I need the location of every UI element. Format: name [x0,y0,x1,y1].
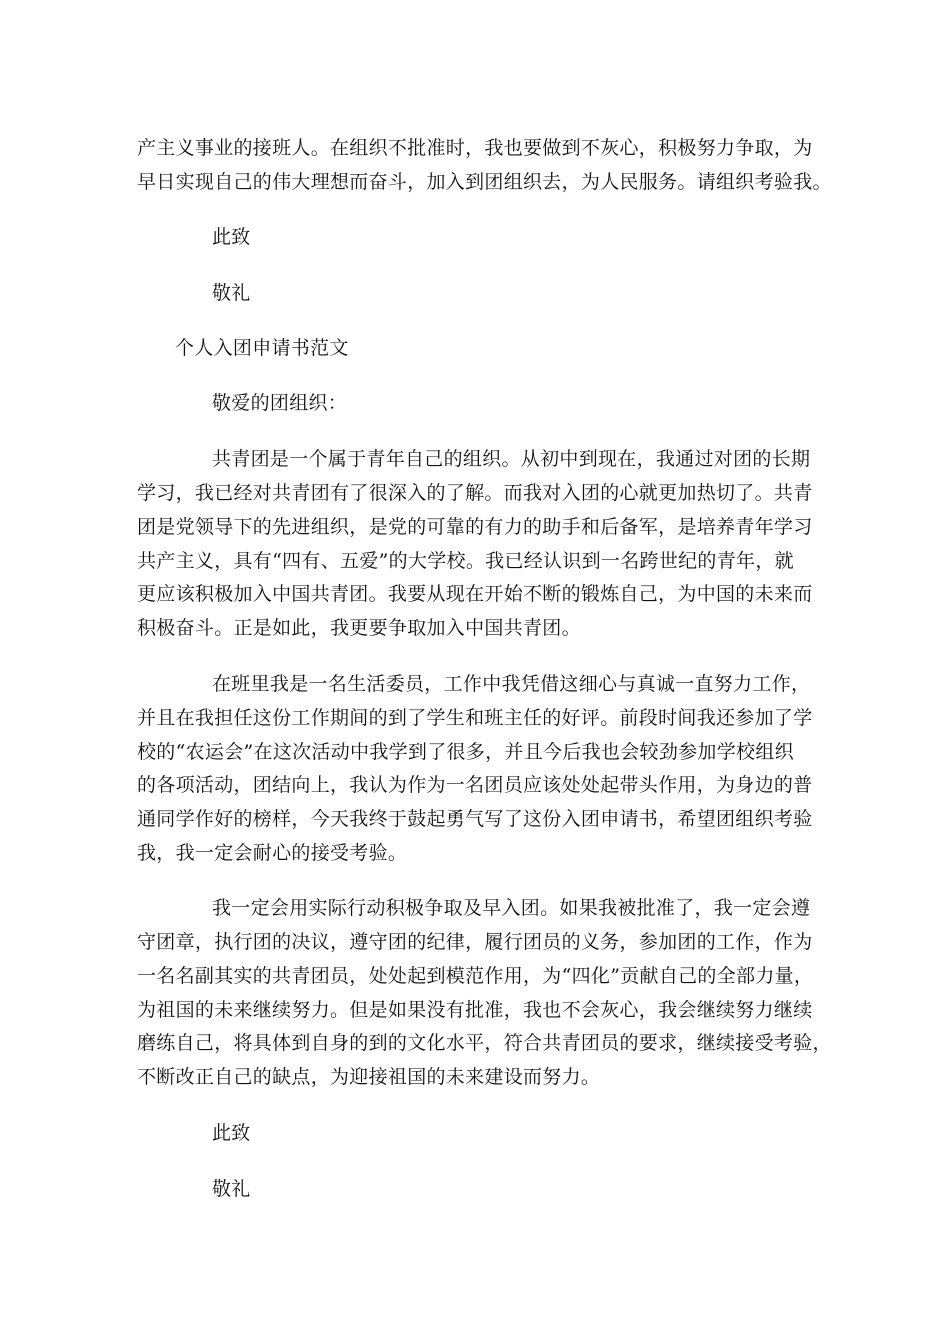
paragraph-4-line-3: 一名名副其实的共青团员，处处起到模范作用，为“四化”贡献自己的全部力量， [137,965,814,987]
paragraph-3-line-3: 校的“农运会”在这次活动中我学到了很多，并且今后我也会较劲参加学校组织 [137,741,794,763]
paragraph-2-line-3: 团是党领导下的先进组织，是党的可靠的有力的助手和后备军，是培养青年学习 [137,516,813,538]
closing-cizhi-2: 此致 [212,1122,251,1144]
paragraph-2-line-1: 共青团是一个属于青年自己的组织。从初中到现在，我通过对团的长期 [212,448,811,470]
paragraph-2-line-4: 共产主义，具有“四有、五爱”的大学校。我已经认识到一名跨世纪的青年，就 [137,550,794,572]
closing-jingli: 敬礼 [212,282,251,304]
paragraph-3-line-5: 通同学作好的榜样，今天我终于鼓起勇气写了这份入团申请书，希望团组织考验 [137,808,813,830]
paragraph-3-line-4: 的各项活动，团结向上，我认为作为一名团员应该处处起带头作用，为身边的普 [137,774,813,796]
closing-jingli-2: 敬礼 [212,1178,251,1200]
paragraph-4-line-1: 我一定会用实际行动积极争取及早入团。如果我被批准了，我一定会遵 [212,897,811,919]
paragraph-2-line-5: 更应该积极加入中国共青团。我要从现在开始不断的锻炼自己，为中国的未来而 [137,583,813,605]
paragraph-3-line-1: 在班里我是一名生活委员，工作中我凭借这细心与真诚一直努力工作， [212,673,811,695]
salutation: 敬爱的团组织： [212,392,348,414]
paragraph-2-line-2: 学习，我已经对共青团有了很深入的了解。而我对入团的心就更加热切了。共青 [137,482,813,504]
closing-cizhi: 此致 [212,226,251,248]
paragraph-4-line-6: 不断改正自己的缺点，为迎接祖国的未来建设而努力。 [137,1066,601,1088]
section-title: 个人入团申请书范文 [175,337,349,359]
paragraph-2-line-6: 积极奋斗。正是如此，我更要争取加入中国共青团。 [137,617,581,639]
paragraph-3-line-2: 并且在我担任这份工作期间的到了学生和班主任的好评。前段时间我还参加了学 [137,707,813,729]
paragraph-4-line-2: 守团章，执行团的决议，遵守团的纪律，履行团员的义务，参加团的工作，作为 [137,931,813,953]
paragraph-1-line-1: 产主义事业的接班人。在组织不批准时，我也要做到不灰心，积极努力争取，为 [137,137,813,159]
paragraph-4-line-4: 为祖国的未来继续努力。但是如果没有批准，我也不会灰心，我会继续努力继续 [137,999,813,1021]
paragraph-1-line-2: 早日实现自己的伟大理想而奋斗，加入到团组织去，为人民服务。请组织考验我。 [137,171,832,193]
paragraph-3-line-6: 我，我一定会耐心的接受考验。 [137,842,408,864]
paragraph-4-line-5: 磨练自己，将具体到自身的到的文化水平，符合共青团员的要求，继续接受考验， [137,1032,832,1054]
